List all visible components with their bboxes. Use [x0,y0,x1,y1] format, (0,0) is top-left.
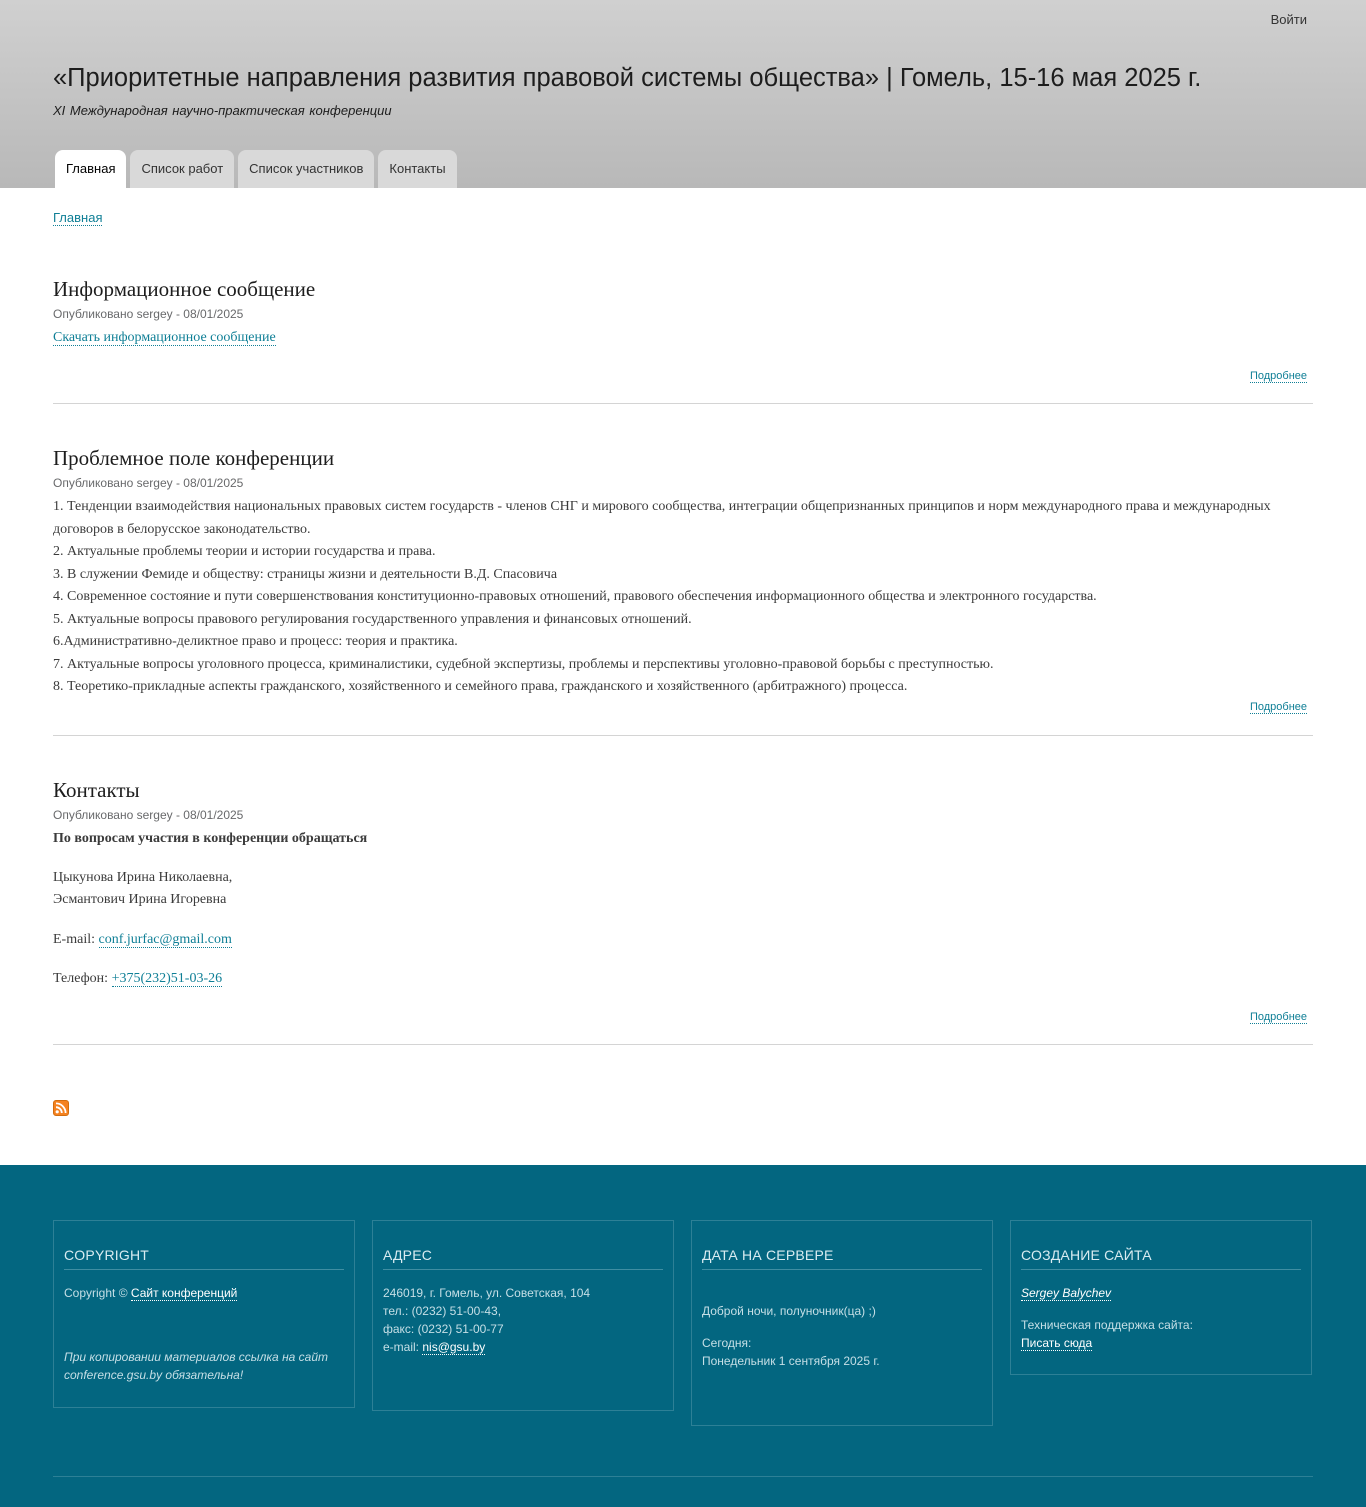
email-label: E-mail: [53,931,95,947]
tab-home[interactable]: Главная [55,150,126,188]
contact-person: Эсмантович Ирина Игоревна [53,892,227,907]
article-body [53,828,1313,991]
address-email-row [383,1338,663,1356]
topic-item: 2. Актуальные проблемы теории и истории государства и права. [53,544,436,559]
footer-divider [53,1476,1313,1477]
email-link[interactable]: conf.jurfac@gmail.com [98,931,232,947]
article-info-message [53,277,1313,397]
copyright-line [64,1284,344,1302]
article-contacts [53,778,1313,1038]
footer-block-site-creation [1010,1220,1312,1375]
email-link[interactable]: nis@gsu.by [422,1340,486,1354]
footer-block-copyright [53,1220,355,1408]
support-row [1021,1334,1301,1352]
author-link[interactable]: Sergey Balychev [1021,1286,1112,1300]
contact-person: Цыкунова Ирина Николаевна, [53,869,233,885]
article-body [53,496,1313,699]
contact-email-row [53,929,1313,952]
rss-feed-icon[interactable] [53,1100,69,1116]
tab-contacts[interactable]: Контакты [378,150,456,188]
site-footer [0,1165,1366,1507]
email-label: e-mail: [383,1340,420,1354]
topic-item: 1. Тенденции взаимодействия национальных правовых систем государств - членов СНГ и мирового сообщества, интеграции общепризнанных принципов и норм международного права и международных договоров в белорусское законодательство. [53,499,1271,537]
topic-item: 5. Актуальные вопросы правового регулирования государственного управления и финансовых отношений. [53,611,692,627]
block-title: COPYRIGHT [64,1221,344,1270]
footer-block-server-date [691,1220,993,1426]
block-title: АДРЕС [383,1221,663,1270]
article-title[interactable]: Проблемное поле конференции [53,446,335,470]
site-header [0,0,1366,188]
support-link[interactable]: Писать сюда [1021,1336,1093,1350]
address-line: 246019, г. Гомель, ул. Советская, 104 [383,1286,591,1300]
breadcrumb [53,210,102,225]
download-info-link[interactable]: Скачать информационное сообщение [53,330,276,345]
footer-block-address [372,1220,674,1411]
contact-phone-row [53,968,1313,991]
site-name[interactable]: «Приоритетные направления развития правовой системы общества» | Гомель, 15-16 мая 2025 г. [53,64,1202,92]
article-body [53,327,1313,350]
article-meta: Опубликовано sergey - 08/01/2025 [53,307,244,321]
copyright-note: При копировании материалов ссылка на сайт conference.gsu.by обязательна! [64,1350,329,1382]
today-date: Понедельник 1 сентября 2025 г. [702,1354,880,1368]
today-label: Сегодня: [702,1336,752,1350]
topic-item: 7. Актуальные вопросы уголовного процесса, криминалистики, судебной экспертизы, проблемы и перспективы уголовно-правовой борьбы с преступностью. [53,656,994,672]
read-more [1250,701,1307,713]
read-more-link[interactable]: Подробнее [1249,1011,1307,1023]
read-more-link[interactable]: Подробнее [1249,701,1307,713]
tab-participants-list[interactable]: Список участников [238,150,374,188]
divider [53,1044,1313,1045]
address-phone: тел.: (0232) 51-00-43, [383,1304,502,1318]
divider [53,735,1313,736]
read-more [1250,1011,1307,1023]
support-label: Техническая поддержка сайта: [1021,1318,1193,1332]
topic-item: 8. Теоретико-прикладные аспекты гражданского, хозяйственного и семейного права, гражданского и хозяйственного (арбитражного) процесса. [53,679,908,694]
contacts-heading: По вопросам участия в конференции обращаться [53,831,368,846]
article-meta: Опубликовано sergey - 08/01/2025 [53,476,244,490]
article-problem-field [53,446,1313,731]
site-slogan: XI Международная научно-практическая конференции [53,103,392,118]
phone-link[interactable]: +375(232)51-03-26 [111,971,223,986]
topic-item: 6.Административно-деликтное право и процесс: теория и практика. [53,634,458,649]
phone-label: Телефон: [53,971,109,986]
read-more-link[interactable]: Подробнее [1249,370,1307,382]
article-title[interactable]: Информационное сообщение [53,277,316,301]
copyright-prefix: Copyright © [64,1286,128,1300]
author-row [1021,1284,1301,1302]
divider [53,403,1313,404]
breadcrumb-home-link[interactable]: Главная [53,210,103,225]
tab-papers-list[interactable]: Список работ [130,150,234,188]
login-link[interactable]: Войти [1270,12,1307,27]
read-more [1250,370,1307,382]
main-menu [55,150,461,188]
block-title: ДАТА НА СЕРВЕРЕ [702,1221,982,1270]
conference-site-link[interactable]: Сайт конференций [130,1286,238,1300]
article-meta: Опубликовано sergey - 08/01/2025 [53,808,244,822]
block-title: СОЗДАНИЕ САЙТА [1021,1221,1301,1270]
topic-item: 4. Современное состояние и пути совершенствования конституционно-правовых отношений, правового обеспечения информационного общества и электронного государства. [53,589,1097,604]
address-fax: факс: (0232) 51-00-77 [383,1322,504,1336]
greeting: Доброй ночи, полуночник(ца) ;) [702,1304,876,1318]
article-title[interactable]: Контакты [53,778,140,802]
topic-item: 3. В служении Фемиде и обществу: страницы жизни и деятельности В.Д. Спасовича [53,566,558,582]
